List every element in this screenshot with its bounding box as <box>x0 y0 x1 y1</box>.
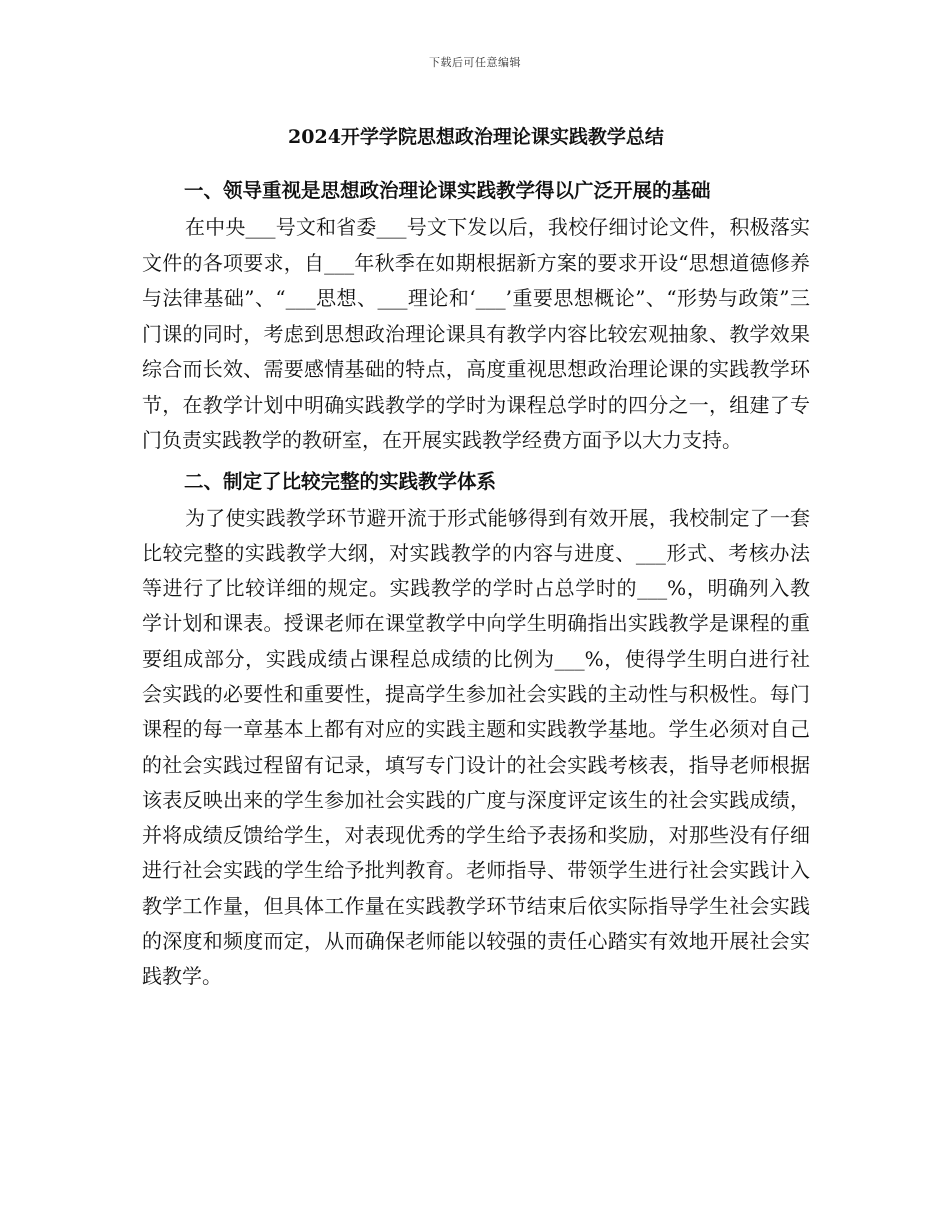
document-content <box>142 120 810 995</box>
section-paragraph: 在中央___号文和省委___号文下发以后，我校仔细讨论文件，积极落实文件的各项要求，自___年秋季在如期根据新方案的要求开设“思想道德修养与法律基础”、“___思想、___理论和‘___’重要思想概论”、“形势与政策”三门课的同时，考虑到思想政治理论课具有教学内容比较宏观抽象、教学效果综合而长效、需要感情基础的特点，高度重视思想政治理论课的实践教学环节，在教学计划中明确实践教学的学时为课程总学时的四分之一，组建了专门负责实践教学的教研室，在开展实践教学经费方面予以大力支持。 <box>142 215 810 452</box>
document-title: 2024开学学院思想政治理论课实践教学总结 <box>288 126 664 148</box>
section-heading: 二、制定了比较完整的实践教学体系 <box>184 469 497 493</box>
section-leadership <box>142 174 810 459</box>
section-paragraph: 为了使实践教学环节避开流于形式能够得到有效开展，我校制定了一套比较完整的实践教学大纲，对实践教学的内容与进度、___形式、考核办法等进行了比较详细的规定。实践教学的学时占总学时的___%，明确列入教学计划和课表。授课老师在课堂教学中向学生明确指出实践教学是课程的重要组成部分，实践成绩占课程总成绩的比例为___%，使得学生明白进行社会实践的必要性和重要性，提高学生参加社会实践的主动性与积极性。每门课程的每一章基本上都有对应的实践主题和实践教学基地。学生必须对自己的社会实践过程留有记录，填写专门设计的社会实践考核表，指导老师根据该表反映出来的学生参加社会实践的广度与深度评定该生的社会实践成绩，并将成绩反馈给学生，对表现优秀的学生给予表扬和奖励，对那些没有仔细进行社会实践的学生给予批判教育。老师指导、带领学生进行社会实践计入教学工作量，但具体工作量在实践教学环节结束后依实际指导学生社会实践的深度和频度而定，从而确保老师能以较强的责任心踏实有效地开展社会实践教学。 <box>142 505 810 989</box>
section-heading: 一、领导重视是思想政治理论课实践教学得以广泛开展的基础 <box>184 179 711 202</box>
header-note: 下载后可任意编辑 <box>429 56 521 69</box>
section-practice-system <box>142 465 810 995</box>
